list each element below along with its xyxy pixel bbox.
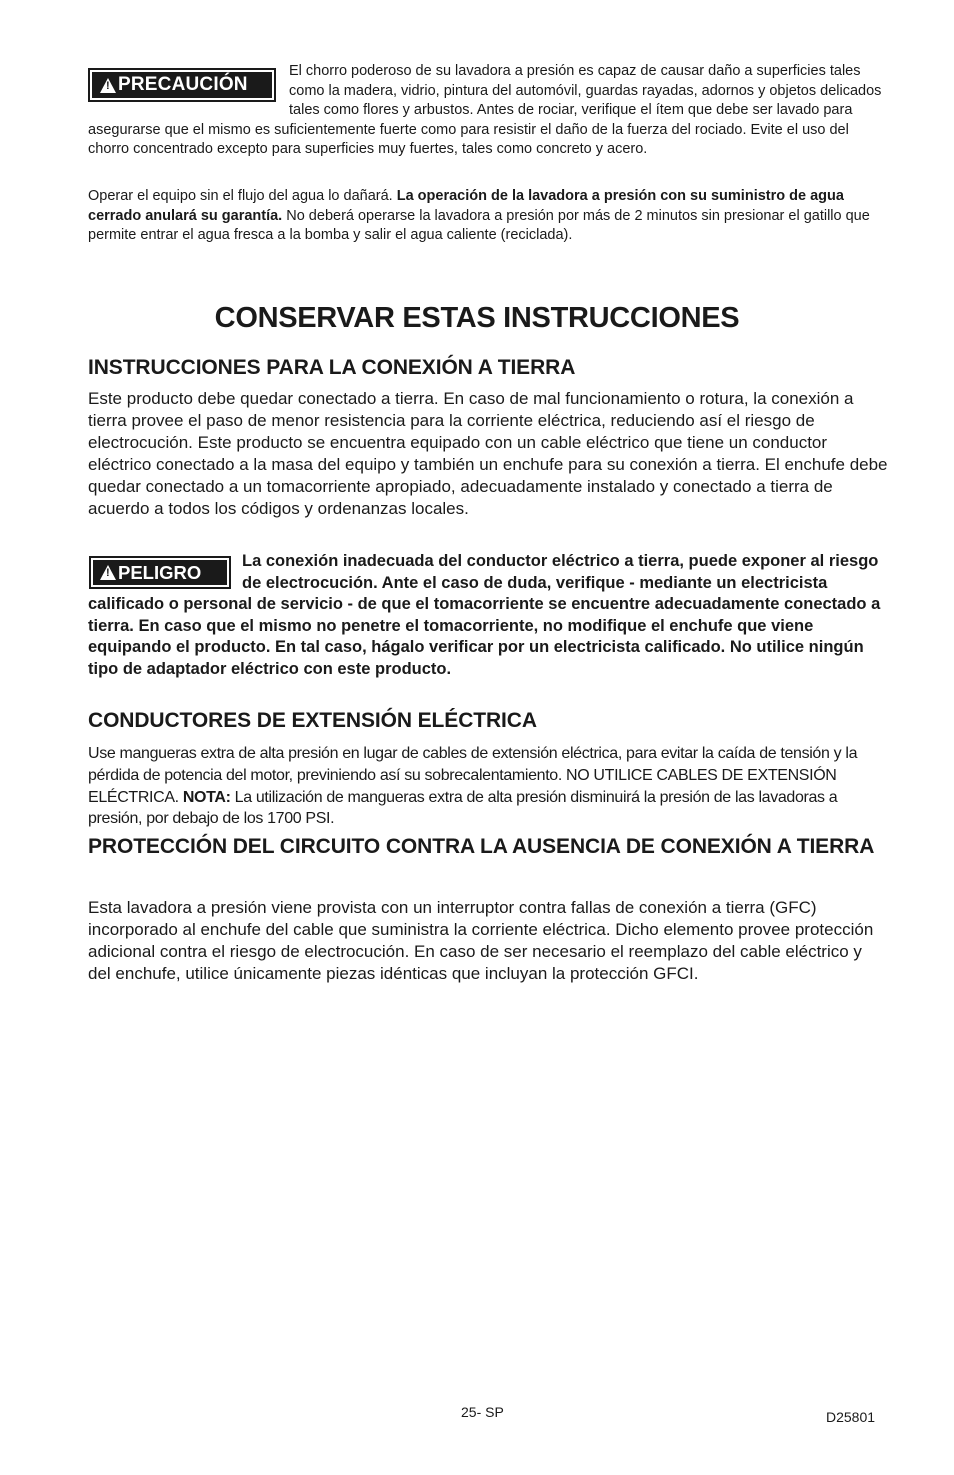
document-code: D25801 (826, 1409, 876, 1425)
extension-text-1: Use mangueras extra de alta presión en lugar de cables de extensión eléctrica, para evitar la caída de tensión y la pérdida de potencia del motor, previniendo así su sobrecalentamiento. NO UTILICE CABLES DE EXTENSIÓN ELÉCTRICA. (88, 745, 858, 806)
water-warning-bold-text: La operación de la lavadora a presión con su suministro de agua cerrado anulará su garantía. (88, 188, 844, 224)
extension-heading: CONDUCTORES DE EXTENSIÓN ELÉCTRICA (88, 709, 537, 732)
page-number: 25- SP (461, 1404, 504, 1420)
grounding-body: Este producto debe quedar conectado a tierra. En caso de mal funcionamiento o rotura, la conexión a tierra provee el paso de menor resistencia para la corriente eléctrica, reduciendo así el riesgo de electrocución. Este producto se encuentra equipado con un cable eléctrico que tiene un conductor eléctrico conectado a la masa del equipo y también un enchufe para su conexión a tierra. El enchufe debe quedar conectado a un tomacorriente apropiado, adecuadamente instalado y conectado a tierra de acuerdo a todos los códigos y ordenanzas locales. (88, 389, 888, 518)
water-supply-warning (88, 187, 888, 246)
grounding-heading: INSTRUCCIONES PARA LA CONEXIÓN A TIERRA (88, 356, 576, 379)
page-title: CONSERVAR ESTAS INSTRUCCIONES (214, 302, 740, 334)
warning-triangle-icon (100, 565, 116, 580)
gfci-body: Esta lavadora a presión viene provista con un interruptor contra fallas de conexión a tierra (GFC) incorporado al enchufe del cable que suministra la corriente eléctrica. Dicho elemento provee protección adicional contra el riesgo de electrocución. En caso de ser necesario el reemplazo del cable eléctrico y del enchufe, utilice únicamente piezas idénticas que incluyan la protección GFCI. (88, 898, 874, 983)
warning-triangle-icon (100, 78, 116, 93)
danger-text: La conexión inadecuada del conductor eléctrico a tierra, puede exponer al riesgo de electrocución. Ante el caso de duda, verifique - mediante un electricista calificado o personal de servicio - de que el tomacorriente se encuentre adecuadamente conectado a tierra. En caso que el mismo no penetre el tomacorriente, no modifique el enchufe que viene equipando el producto. En tal caso, hágalo verificar por un electricista calificado. No utilice ningún tipo de adaptador eléctrico con este producto. (88, 552, 881, 678)
caution-badge (90, 70, 274, 100)
caution-text: El chorro poderoso de su lavadora a presión es capaz de causar daño a superficies tales como la madera, vidrio, pintura del automóvil, guardas rayadas, adornos y objetos delicados tales como flores y arbustos. Antes de rociar, verifique el ítem que debe ser lavado para asegurarse que el mismo es suficientemente fuerte como para resistir el daño de la fuerza del rociado. Evite el uso del chorro concentrado excepto para superficies muy fuertes, tales como concreto y acero. (88, 63, 882, 158)
danger-notice (88, 551, 888, 681)
caution-notice (88, 62, 888, 160)
extension-text-2: La utilización de mangueras extra de alta presión disminuirá la presión de las lavadoras a presión, por debajo de los 1700 PSI. (88, 788, 838, 828)
water-warning-text-1: Operar el equipo sin el flujo del agua lo dañará. (88, 188, 397, 204)
danger-badge (91, 558, 229, 587)
gfci-heading: PROTECCIÓN DEL CIRCUITO CONTRA LA AUSENCIA DE CONEXIÓN A TIERRA (88, 835, 875, 858)
note-label: NOTA: (182, 788, 231, 806)
danger-badge-label: PELIGRO (118, 561, 202, 583)
caution-badge-label: PRECAUCIÓN (118, 74, 248, 96)
water-warning-text-2: No deberá operarse la lavadora a presión por más de 2 minutos sin presionar el gatillo que permite entrar el agua fresca a la bomba y salir el agua caliente (reciclada). (88, 207, 870, 244)
extension-body (88, 743, 888, 830)
